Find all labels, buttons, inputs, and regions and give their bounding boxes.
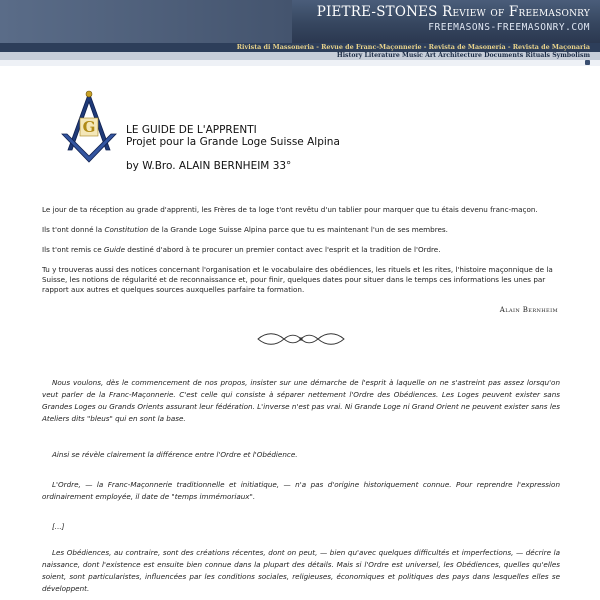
site-url[interactable]: FREEMASONS-FREEMASONRY.COM xyxy=(428,22,590,33)
intro-text: Ils t'ont donné la xyxy=(42,225,105,234)
body-paragraph-4: [...] xyxy=(52,522,65,531)
author-signature: Alain Bernheim xyxy=(499,306,558,314)
intro-paragraph-1: Le jour de ta réception au grade d'apprenti, les Frères de ta loge t'ont revêtu d'un tablier pour marquer que tu étais devenu franc-maçon. xyxy=(42,205,538,214)
intro-paragraph-3 xyxy=(42,245,562,255)
site-title[interactable]: PIETRE-STONES Review of Freemasonry xyxy=(316,4,590,20)
svg-text:G: G xyxy=(82,118,96,136)
intro-emphasis: Guide xyxy=(103,245,126,254)
intro-paragraph-2 xyxy=(42,225,562,235)
article-author: by W.Bro. ALAIN BERNHEIM 33° xyxy=(126,160,292,172)
square-compass-emblem-icon xyxy=(58,88,120,168)
banner-left-panel xyxy=(0,0,292,43)
body-paragraph-3: L'Ordre, — la Franc-Maçonnerie traditionnelle et initiatique, — n'a pas d'origine historiquement connue. Pour reprendre l'expression ordinairement employée, il date de "temps immémoriaux". xyxy=(42,480,560,501)
intro-paragraph-4: Tu y trouveras aussi des notices concernant l'organisation et le vocabulaire des obédiences, les rituels et les rites, l'histoire maçonnique de la Suisse, les notions de régularité et de reconnaissance et, pour finir, quelques dates pour situer dans le temps ces informations les unes par rapport aux autres et quelques sources auxquelles parfaire ta formation. xyxy=(42,265,553,294)
nav-dot-icon[interactable] xyxy=(585,60,590,65)
intro-text: destiné d'abord à te procurer un premier contact avec l'esprit et la tradition de l'Ordre. xyxy=(125,245,441,254)
article-subtitle: Projet pour la Grande Loge Suisse Alpina xyxy=(126,136,340,148)
intro-emphasis: Constitution xyxy=(104,225,149,234)
article-title: LE GUIDE DE L'APPRENTI xyxy=(126,124,257,136)
body-paragraph-2: Ainsi se révèle clairement la différence entre l'Ordre et l'Obédience. xyxy=(52,450,298,459)
divider-ornament-icon xyxy=(256,330,346,348)
intro-text: Ils t'ont remis ce xyxy=(42,245,104,254)
nav-strip xyxy=(0,60,600,66)
language-nav[interactable]: Rivista di Massoneria - Revue de Franc-Maçonnerie - Revista de Masonería - Revista de Maçonaria xyxy=(0,43,600,52)
intro-text: de la Grande Loge Suisse Alpina parce que tu es maintenant l'un de ses membres. xyxy=(148,225,448,234)
category-nav[interactable]: History Literature Music Art Architecture Documents Rituals Symbolism xyxy=(0,52,600,60)
site-banner xyxy=(0,0,600,43)
body-paragraph-1: Nous voulons, dès le commencement de nos propos, insister sur une démarche de l'esprit à laquelle on ne s'astreint pas assez lorsqu'on veut parler de la Franc-Maçonnerie. C'est celle qui consiste à séparer nettement l'Ordre des Obédiences. Les Loges peuvent exister sans Grandes Loges ou Grands Orients assurant leur fédération. L'inverse n'est pas vrai. Ni Grande Loge ni Grand Orient ne peuvent exister sans les Ateliers dits "bleus" qui en sont la base. xyxy=(42,378,560,423)
body-paragraph-5: Les Obédiences, au contraire, sont des créations récentes, dont on peut, — bien qu'avec quelques difficultés et imperfections, — décrire la naissance, dont l'existence est ensuite bien connue dans la plupart des détails. Mais si l'Ordre est universel, les Obédiences, quelles qu'elles soient, sont particularistes, influencées par les conditions sociales, religieuses, économiques et politiques des pays dans lesquelles elles se développent. xyxy=(42,548,560,593)
